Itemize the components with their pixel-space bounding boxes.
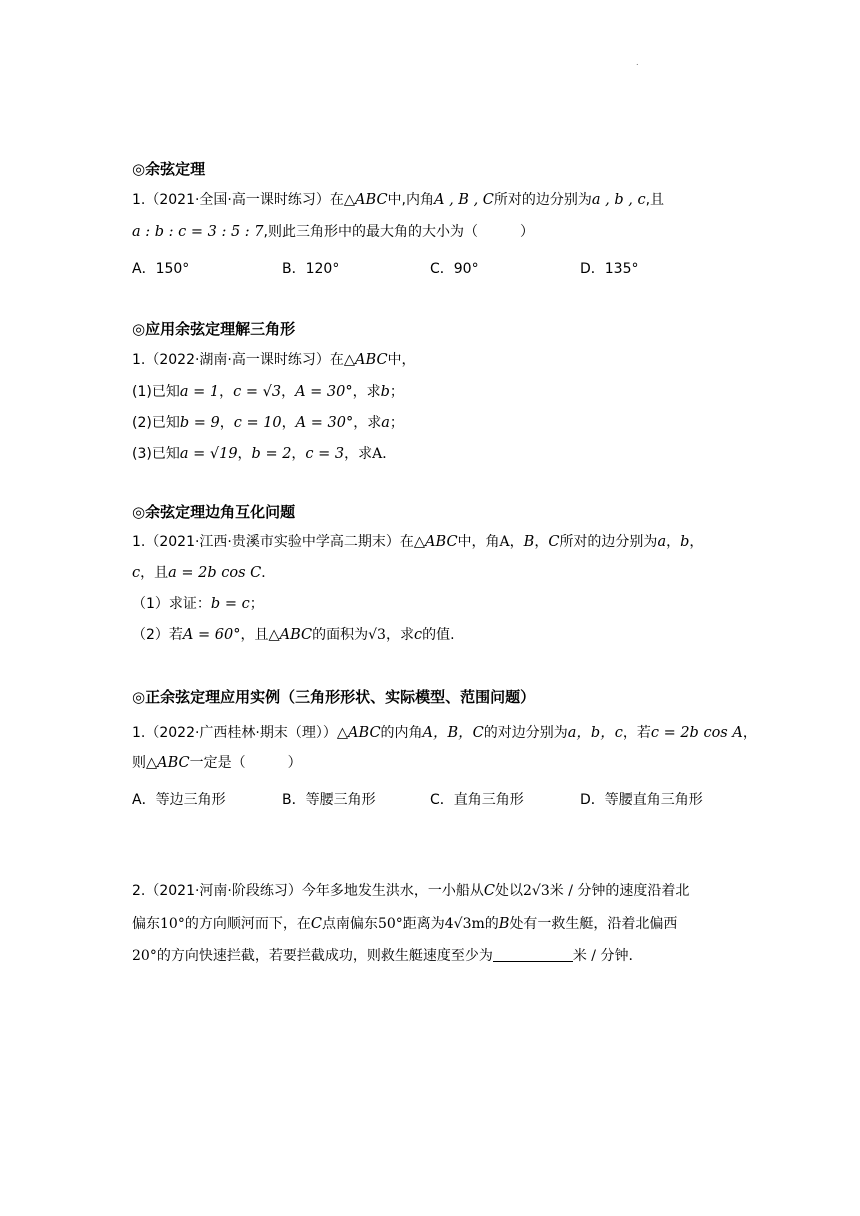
s4-text: 一定是（ ） [189,755,302,771]
option-d: D．等腰直角三角形 [580,792,703,808]
s2-question-line [132,349,416,369]
subq-text: ，求 [385,627,414,643]
s1-ratio: a : b : c = 3 : 5 : 7 [132,224,264,240]
subq-text: 的值. [422,627,455,643]
area-value: √3 [368,627,386,643]
s4-text: 的对边分别为 [483,725,568,741]
part-prefix: (1)已知 [132,384,180,400]
part-text: ，求 [344,446,373,462]
given-c: c = 10 [233,415,282,431]
point-c: C [483,883,495,899]
speed-value: 2√3 [523,883,550,899]
part-prefix: (2)已知 [132,415,180,431]
unknown: c [413,627,423,643]
section-heading-2: ◎应用余弦定理解三角形 [132,320,296,338]
given-angle: A = 30° [295,415,354,431]
s2-part-2: (2)已知b = 9，c = 10，A = 30°，求a； [132,415,404,431]
s4-angles: A，B，C [422,725,484,741]
s1-question-line-2 [132,221,534,241]
prove-eq: b = c [210,596,250,612]
s2-text: 中， [387,352,416,368]
s3-text: 中，角 [457,534,500,550]
side-a: a [657,534,667,550]
option-b: B．等腰三角形 [282,792,376,808]
s4-q2-text: 的方向顺河而下，在 [184,916,311,932]
s3-condition: a = 2b cos C [168,565,262,581]
s2-q-prefix: 1.（2022·湖南·高一课时练习）在 [132,352,344,368]
given-c: c = 3 [305,446,345,462]
s1-text: ,且 [645,192,665,208]
s4-text: 的内角 [380,725,423,741]
given-angle: A = 30° [295,384,353,400]
s3-question-line-1: 1.（2021·江西·贵溪市实验中学高二期末）在△ABC中，角A，B，C所对的边分别为a，b， [132,534,704,550]
speed-unit: 米 / 分钟. [572,948,633,964]
s3-text: ，且 [140,565,169,581]
part-text: ，求 [353,415,382,431]
section-heading-3: ◎余弦定理边角互化问题 [132,503,296,521]
s4-q2-text: 的 [484,916,499,932]
given-b: b = 2 [251,446,292,462]
s4-triangle: △ABC [336,725,381,741]
s3-q-prefix: 1.（2021·江西·贵溪市实验中学高二期末）在 [132,534,414,550]
s1-text: 所对的边分别为 [493,192,592,208]
given-b: b = 9 [179,415,220,431]
option-b: B．120° [282,261,340,277]
angle-b: B [523,534,535,550]
s3-question-line-2: c，且a = 2b cos C． [132,565,276,581]
s1-triangle: △ABC [343,192,388,208]
answer-blank[interactable] [493,948,573,962]
s4-q2-line-2 [132,913,677,933]
s4-question-line-2 [132,752,302,772]
angle-value: 10° [160,916,185,932]
s4-sides: a，b，c [567,725,623,741]
given-angle: A = 60° [182,627,241,643]
s4-q2-text: 的速度沿着北 [605,883,690,899]
option-d: D．135° [580,261,639,277]
option-c: C．直角三角形 [430,792,524,808]
given-a: a = √19 [179,446,238,462]
option-a: A．等边三角形 [132,792,226,808]
unknown: b [380,384,390,400]
subq-text: ，且 [240,627,269,643]
s4-q2-text: 偏东 [132,916,160,932]
s2-part-1: (1)已知a = 1，c = √3，A = 30°，求b； [132,384,404,400]
side-b: b [680,534,690,550]
s4-q2-text: 处以 [495,883,523,899]
angle-a: A [499,534,510,550]
point-c: C [310,916,322,932]
given-c: c = √3 [233,384,282,400]
side-c: c [132,565,141,581]
s3-subquestion-2 [132,624,455,644]
s4-q2-text: 处有一救生艇，沿着北偏西 [509,916,678,932]
s3-triangle: △ABC [413,534,458,550]
section-heading-1: ◎余弦定理 [132,160,206,178]
s4-q2-text: 点南偏东 [321,916,378,932]
subq-prefix: （2）若 [132,627,183,643]
s1-text: 中,内角 [387,192,434,208]
part-text: ，求 [352,384,381,400]
subq-text: 的面积为 [312,627,369,643]
s4-q2-text: 距离为 [402,916,445,932]
angle-value: 20° [132,948,157,964]
s4-q-prefix: 1.（2022·广西桂林·期末（理）） [132,725,337,741]
s1-question-line-1 [132,189,664,209]
s1-angles: A , B , C [434,192,494,208]
angle-value: 50° [377,916,403,932]
point-b: B [498,916,510,932]
s2-triangle: △ABC [343,352,388,368]
s4-q2-text: 的方向快速拦截，若要拦截成功，则救生艇速度至少为 [156,948,493,964]
s4-condition: c = 2b cos A [650,725,743,741]
s2-part-3: (3)已知a = √19，b = 2，c = 3，求A． [132,446,397,462]
option-a: A．150° [132,261,190,277]
s1-text: ,则此三角形中的最大角的大小为（ ） [263,224,534,240]
s4-q2-line-3 [132,945,633,965]
part-prefix: (3)已知 [132,446,180,462]
s4-question-line-1: 1.（2022·广西桂林·期末（理））△ABC的内角A，B，C的对边分别为a，b，c，若c = 2b cos A， [132,725,757,741]
s4-triangle: △ABC [146,755,190,771]
angle-c: C [548,534,560,550]
s3-text: 所对的边分别为 [559,534,658,550]
s4-text: ，若 [622,725,651,741]
s1-q-prefix: 1.（2021·全国·高一课时练习）在 [132,192,344,208]
s3-subquestion-1: （1）求证：b = c； [132,596,264,612]
option-c: C．90° [430,261,479,277]
s4-q2-line-1 [132,880,689,900]
given-a: a = 1 [179,384,220,400]
corner-dot: . [636,58,639,67]
s4-q2-prefix: 2.（2021·河南·阶段练习）今年多地发生洪水，一小船从 [132,883,484,899]
s3-triangle: △ABC [268,627,313,643]
section-heading-4: ◎正余弦定理应用实例（三角形形状、实际模型、范围问题） [132,688,536,706]
distance-value: 4√3m [444,916,485,932]
s4-text: 则 [132,755,146,771]
s1-sides: a , b , c [591,192,646,208]
unknown: a [381,415,390,431]
unknown: A [372,446,383,462]
subq-prefix: （1）求证： [132,596,211,612]
speed-unit: 米 / 分钟 [549,883,606,899]
